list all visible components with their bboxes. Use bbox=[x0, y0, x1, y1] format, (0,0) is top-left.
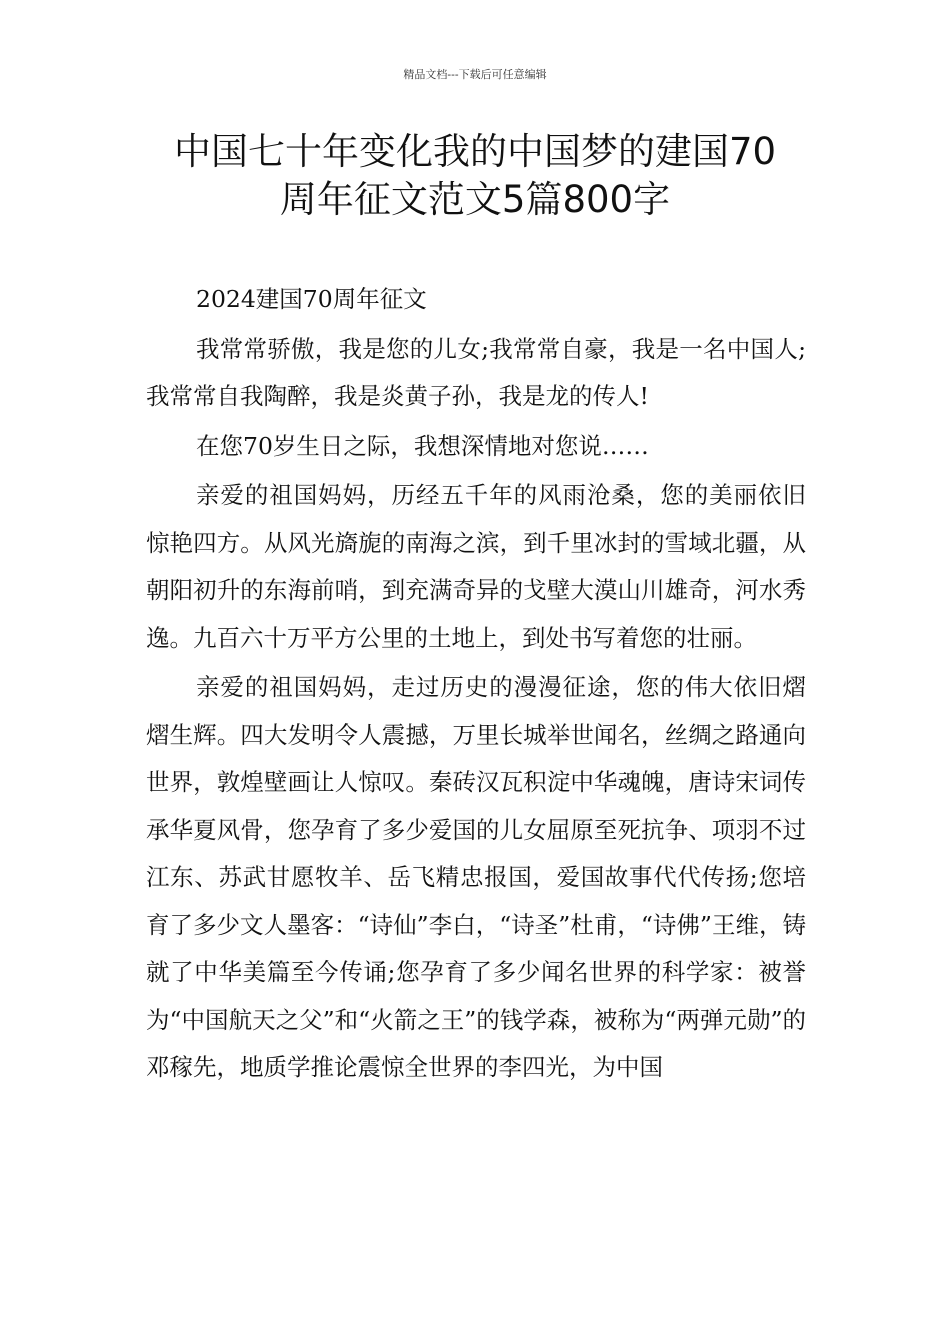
paragraph: 在您70岁生日之际，我想深情地对您说…… bbox=[196, 431, 649, 460]
header-note: 精品文档---下载后可任意编辑 bbox=[403, 68, 547, 81]
title-line-1: 中国七十年变化我的中国梦的建国70 bbox=[173, 130, 777, 173]
paragraph: 亲爱的祖国妈妈，走过历史的漫漫征途，您的伟大依旧熠熠生辉。四大发明令人震撼，万里长城举世闻名，丝绸之路通向世界，敦煌壁画让人惊叹。秦砖汉瓦积淀中华魂魄，唐诗宋词传承华夏风骨，您孕育了多少爱国的儿女屈原至死抗争、项羽不过江东、苏武甘愿牧羊、岳飞精忠报国，爱国故事代代传扬;您培育了多少文人墨客：“诗仙”李白，“诗圣”杜甫，“诗佛”王维，铸就了中华美篇至今传诵;您孕育了多少闻名世界的科学家：被誉为“中国航天之父”和“火箭之王”的钱学森，被称为“两弹元勋”的邓稼先，地质学推论震惊全世界的李四光，为中国 bbox=[146, 673, 806, 1081]
paragraph-subtitle: 2024建国70周年征文 bbox=[196, 285, 427, 313]
paragraph: 亲爱的祖国妈妈，历经五千年的风雨沧桑，您的美丽依旧惊艳四方。从风光旖旎的南海之滨，到千里冰封的雪域北疆，从朝阳初升的东海前哨，到充满奇异的戈壁大漠山川雄奇，河水秀逸。九百六十万平方公里的土地上，到处书写着您的壮丽。 bbox=[146, 481, 806, 652]
document-title bbox=[100, 128, 850, 224]
paragraph: 我常常骄傲，我是您的儿女;我常常自豪，我是一名中国人;我常常自我陶醉，我是炎黄子孙，我是龙的传人! bbox=[146, 334, 806, 410]
document-body bbox=[146, 276, 806, 1094]
title-line-2: 周年征文范文5篇800字 bbox=[279, 178, 671, 221]
